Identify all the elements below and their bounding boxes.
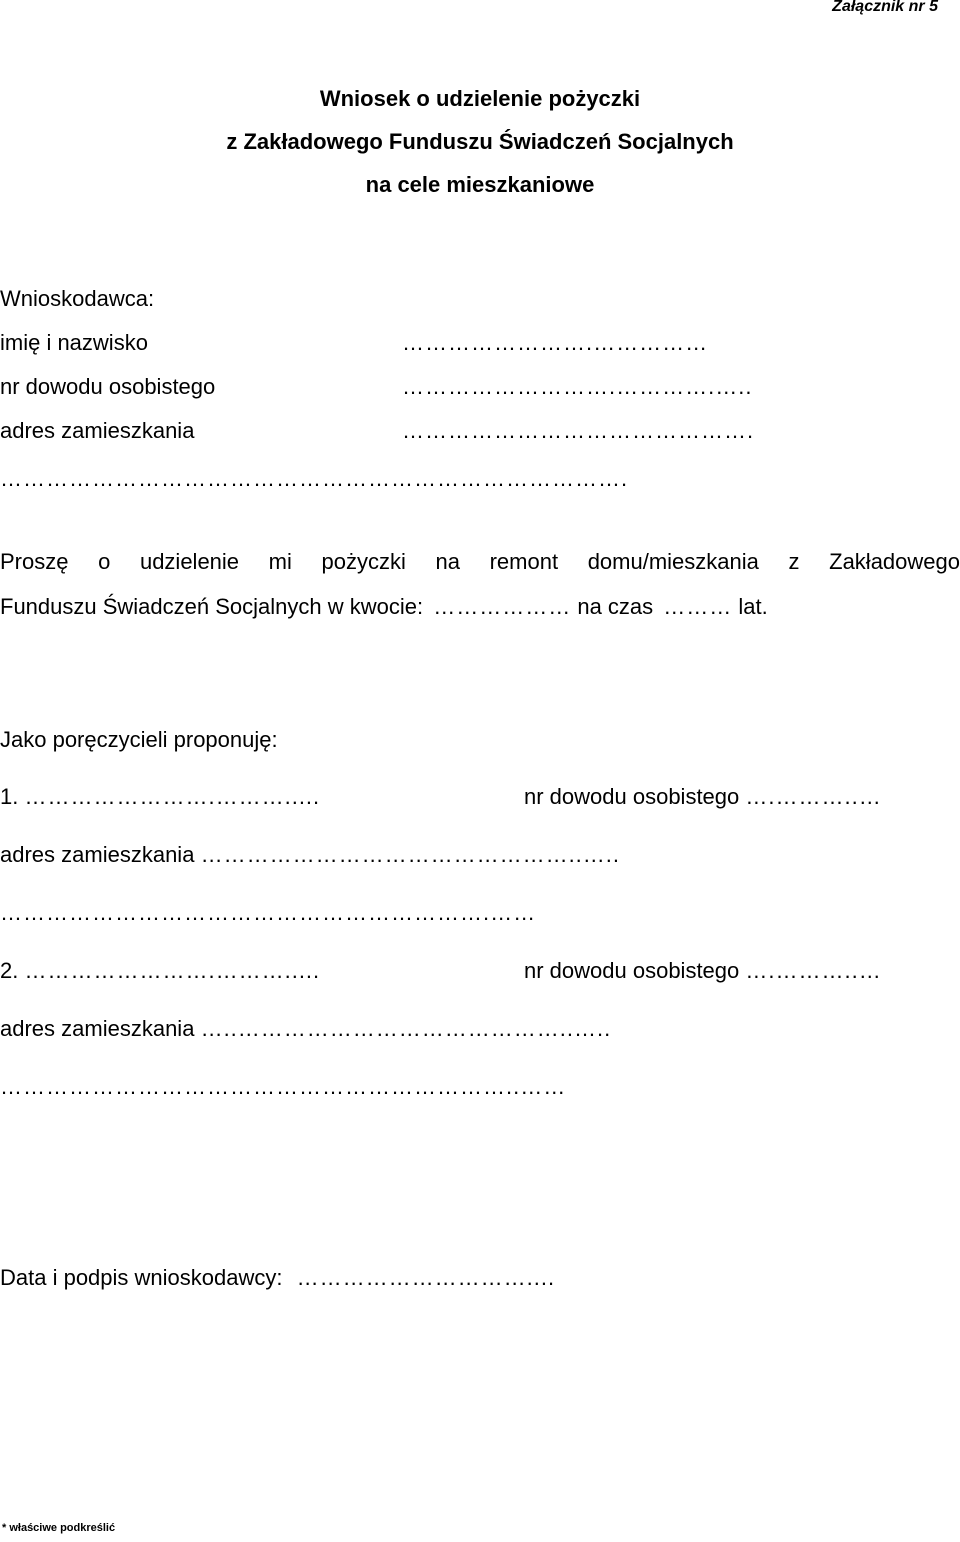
years-label: lat. xyxy=(738,594,768,619)
applicant-name-field[interactable]: …………………….…………… xyxy=(402,330,709,355)
guarantor-2-id-row xyxy=(524,958,882,984)
title-line-1: Wniosek o udzielenie pożyczki xyxy=(319,86,641,111)
guarantor-1-row xyxy=(0,784,320,810)
guarantor-2-id-field[interactable]: ….………..… xyxy=(745,958,882,983)
guarantor-1-address-row xyxy=(0,842,620,868)
guarantor-1-address-label: adres zamieszkania xyxy=(0,842,195,867)
request-amount-label: Funduszu Świadczeń Socjalnych w kwocie: xyxy=(0,594,424,619)
guarantor-1-address-line-2[interactable]: ……………………………………………………….…… xyxy=(0,900,537,925)
amount-field[interactable]: ……………… xyxy=(433,594,572,619)
period-field[interactable]: ……… xyxy=(663,594,733,619)
guarantor-1-address-field[interactable]: …………………………………………..….. xyxy=(200,842,621,867)
annex-label: Załącznik nr 5 xyxy=(832,0,938,15)
applicant-address-line-2[interactable]: ………………………………………………………………………. xyxy=(0,466,629,491)
signature-row xyxy=(0,1265,555,1291)
applicant-id-field[interactable]: ……………………….………….….. xyxy=(402,374,753,399)
guarantor-2-address-field[interactable]: …..……………………………………..….. xyxy=(200,1016,612,1041)
guarantor-2-address-line-2[interactable]: …………………………………………………………..…… xyxy=(0,1074,567,1099)
title-line-3: na cele mieszkaniowe xyxy=(365,172,595,197)
guarantor-2-row xyxy=(0,958,320,984)
guarantor-2-address-row xyxy=(0,1016,611,1042)
request-line-2 xyxy=(0,594,768,620)
guarantor-2-address-label: adres zamieszkania xyxy=(0,1016,195,1041)
applicant-heading: Wnioskodawca: xyxy=(0,286,155,311)
guarantor-2-number: 2. xyxy=(0,958,19,983)
title-line-2: z Zakładowego Funduszu Świadczeń Socjalnych xyxy=(226,129,734,154)
period-label: na czas xyxy=(577,594,654,619)
guarantors-heading: Jako poręczycieli proponuję: xyxy=(0,727,278,752)
guarantor-1-number: 1. xyxy=(0,784,19,809)
guarantor-1-id-row xyxy=(524,784,882,810)
guarantor-2-name-field[interactable]: …………………….………..... xyxy=(24,958,321,983)
signature-label: Data i podpis wnioskodawcy: xyxy=(0,1265,283,1290)
applicant-id-label: nr dowodu osobistego xyxy=(0,374,216,399)
request-line-1: Proszę o udzielenie mi pożyczki na remont domu/mieszkania z Zakładowego xyxy=(0,549,960,574)
applicant-address-field[interactable]: ………………………………………. xyxy=(402,418,755,443)
applicant-address-label: adres zamieszkania xyxy=(0,418,195,443)
signature-field[interactable]: ………………………….... xyxy=(296,1265,556,1290)
guarantor-1-id-label: nr dowodu osobistego xyxy=(524,784,740,809)
applicant-name-label: imię i nazwisko xyxy=(0,330,148,355)
guarantor-1-name-field[interactable]: …………………….………..... xyxy=(24,784,321,809)
guarantor-1-id-field[interactable]: ….………..… xyxy=(745,784,882,809)
footnote: * właściwe podkreślić xyxy=(2,1522,116,1534)
guarantor-2-id-label: nr dowodu osobistego xyxy=(524,958,740,983)
